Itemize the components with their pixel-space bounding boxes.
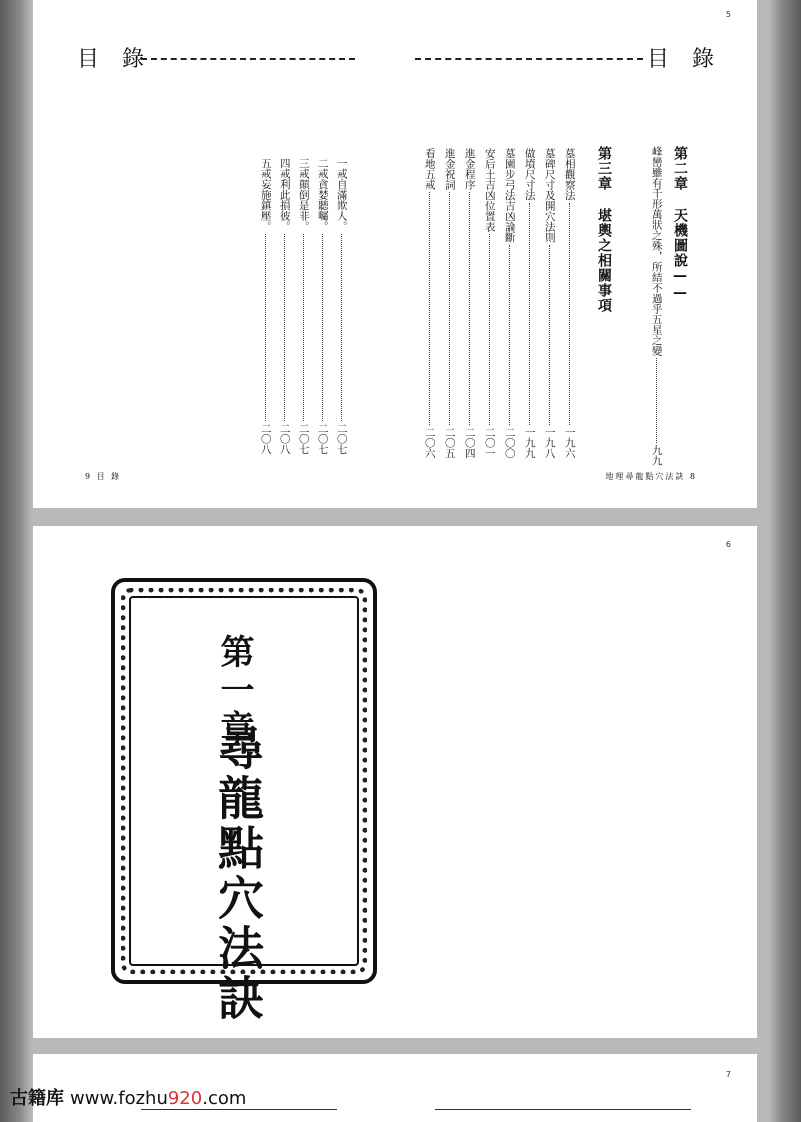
dot-leader (303, 234, 304, 421)
dot-leader (656, 358, 657, 443)
toc-entry-title: 一戒自滿欺人。 (335, 158, 348, 232)
toc-entry-title: 進金程序 (463, 148, 476, 190)
watermark-label: 古籍库 (10, 1088, 64, 1109)
page-number: 5 (725, 10, 731, 19)
toc-entry (483, 148, 496, 458)
toc-entry-page: 二〇七 (335, 422, 348, 454)
dot-leader (265, 234, 266, 421)
toc-entry-page: 二〇八 (259, 422, 272, 454)
toc-entry-page: 二〇一 (483, 426, 496, 458)
toc-entry-page: 二〇八 (278, 422, 291, 454)
right-title-rule (415, 58, 643, 60)
toc-entry (335, 158, 348, 454)
toc-entry-page: 一九九 (523, 426, 536, 458)
left-toc-title: 目 錄 (77, 47, 152, 72)
toc-entry-title: 五戒妄施鎮壓。 (259, 158, 272, 232)
toc-entry (297, 158, 310, 454)
title-rule-right (435, 1109, 691, 1110)
toc-entry (543, 148, 556, 458)
toc-entry-page: 二〇七 (297, 422, 310, 454)
toc-entry (503, 148, 516, 458)
chapter-title: 尋龍點穴法訣 (211, 724, 265, 1024)
toc-page (33, 0, 757, 508)
site-watermark (10, 1084, 246, 1110)
dot-leader (284, 234, 285, 421)
dot-leader (429, 192, 430, 425)
toc-entry (423, 148, 436, 458)
page-number: 7 (725, 1070, 731, 1079)
toc-entry-page: 二〇四 (463, 426, 476, 458)
watermark-url-number: 920 (167, 1088, 203, 1109)
dot-leader (569, 203, 570, 425)
toc-entry-page: 二〇五 (443, 426, 456, 458)
dot-leader (509, 245, 510, 425)
toc-entry (278, 158, 291, 454)
dot-leader (549, 245, 550, 425)
toc-entry-title: 墓碑尺寸及開穴法則 (543, 148, 556, 243)
page-number: 6 (725, 540, 731, 549)
toc-entry-page: 二〇〇 (503, 426, 516, 458)
toc-entry (523, 148, 536, 458)
dot-leader (469, 192, 470, 425)
right-toc-title: 目 錄 (647, 47, 722, 72)
chapter-title-page (33, 526, 757, 1038)
toc-entry (443, 148, 456, 458)
toc-entry-title: 看地五戒 (423, 148, 436, 190)
dot-leader (449, 192, 450, 425)
chapter-number: 第一章 (214, 634, 254, 748)
toc-entry-title: 做墳尺寸法 (523, 148, 536, 201)
footer-right: 地理尋龍點穴法訣 8 (605, 472, 697, 481)
toc-entry-page: 二〇七 (316, 422, 329, 454)
toc-entry (259, 158, 272, 454)
toc-entry-title: 三戒顛倒是非。 (297, 158, 310, 232)
chapter3-heading: 第三章 堪輿之相關事項 (596, 146, 612, 313)
toc-entry-page: 二〇六 (423, 426, 436, 458)
toc-entry-title: 墓園步弓法吉凶論斷 (503, 148, 516, 243)
toc-entry-title: 墓相觀察法 (563, 148, 576, 201)
toc-entry-title: 二戒貪婪聽囑。 (316, 158, 329, 232)
toc-entry-page: 一九六 (563, 426, 576, 458)
watermark-url-suffix: .com (202, 1088, 247, 1109)
toc-entry-title: 四戒利此損彼。 (278, 158, 291, 232)
toc-entry-page: 一九八 (543, 426, 556, 458)
dot-leader (341, 234, 342, 421)
toc-entry-title: 進金祝詞 (443, 148, 456, 190)
dot-leader (322, 234, 323, 421)
toc-entry-title: 安后土吉凶位置表 (483, 148, 496, 232)
footer-left: 9 目 錄 (85, 472, 122, 481)
dot-leader (489, 234, 490, 425)
watermark-url-prefix: www.fozhu (70, 1088, 168, 1109)
chapter2-subentry (650, 146, 663, 466)
toc-entry (463, 148, 476, 458)
toc-entry (316, 158, 329, 454)
left-title-rule (141, 58, 355, 60)
toc-entry (563, 148, 576, 458)
dot-leader (529, 203, 530, 425)
chapter2-subentry-page: 九九 (650, 445, 663, 466)
chapter2-heading: 第二章 天機圖說—— (672, 146, 688, 302)
chapter2-subentry-title: 峰巒雖有千形萬狀之殊，所結不過乎五星之變 (650, 146, 663, 356)
